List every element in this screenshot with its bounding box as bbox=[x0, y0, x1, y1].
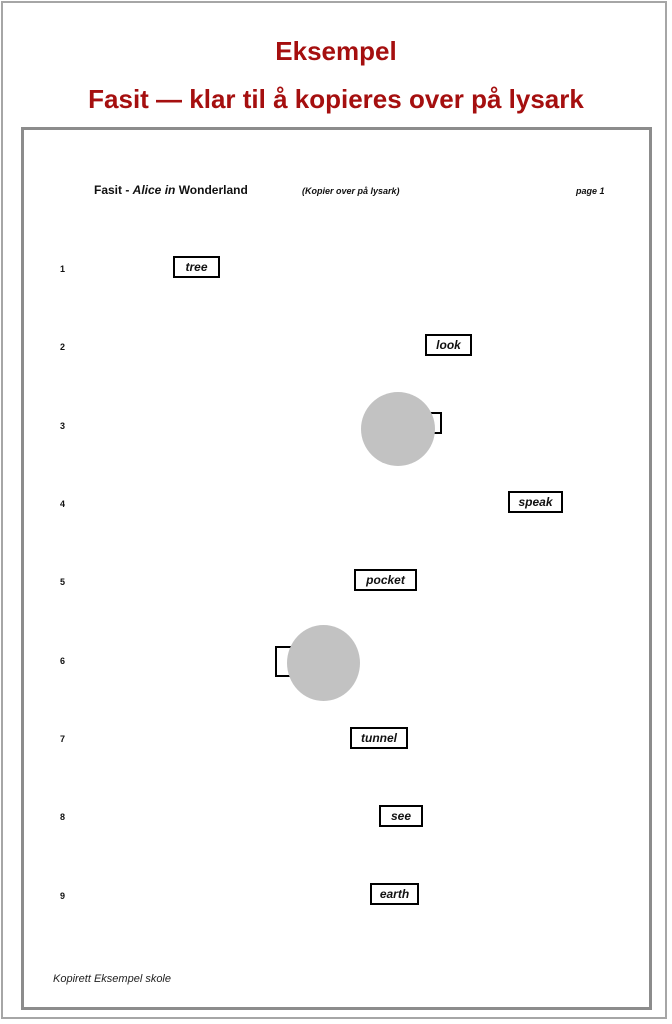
word-box: pocket bbox=[354, 569, 417, 591]
document-note: (Kopier over på lysark) bbox=[302, 186, 400, 196]
word-box: speak bbox=[508, 491, 563, 513]
word-box: tunnel bbox=[350, 727, 408, 749]
row-number: 5 bbox=[60, 577, 66, 587]
row-number: 6 bbox=[60, 656, 66, 666]
word-box: look bbox=[425, 334, 472, 356]
word-box: tree bbox=[173, 256, 220, 278]
word-box: see bbox=[379, 805, 423, 827]
redaction-circle bbox=[361, 392, 435, 466]
page-number: page 1 bbox=[576, 186, 605, 196]
page-subtitle: Fasit — klar til å kopieres over på lysark bbox=[88, 84, 584, 114]
page-title: Eksempel bbox=[275, 36, 397, 66]
row-number: 2 bbox=[60, 342, 66, 352]
row-number: 8 bbox=[60, 812, 66, 822]
row-number: 7 bbox=[60, 734, 66, 744]
row-number: 4 bbox=[60, 499, 66, 509]
answer-sheet bbox=[21, 127, 652, 1010]
word-box: earth bbox=[370, 883, 419, 905]
row-number: 9 bbox=[60, 891, 66, 901]
redaction-circle bbox=[287, 625, 360, 701]
document-title: Fasit - Alice in Wonderland bbox=[94, 183, 248, 197]
row-number: 3 bbox=[60, 421, 66, 431]
row-number: 1 bbox=[60, 264, 66, 274]
copyright-footer: Kopirett Eksempel skole bbox=[53, 973, 171, 985]
